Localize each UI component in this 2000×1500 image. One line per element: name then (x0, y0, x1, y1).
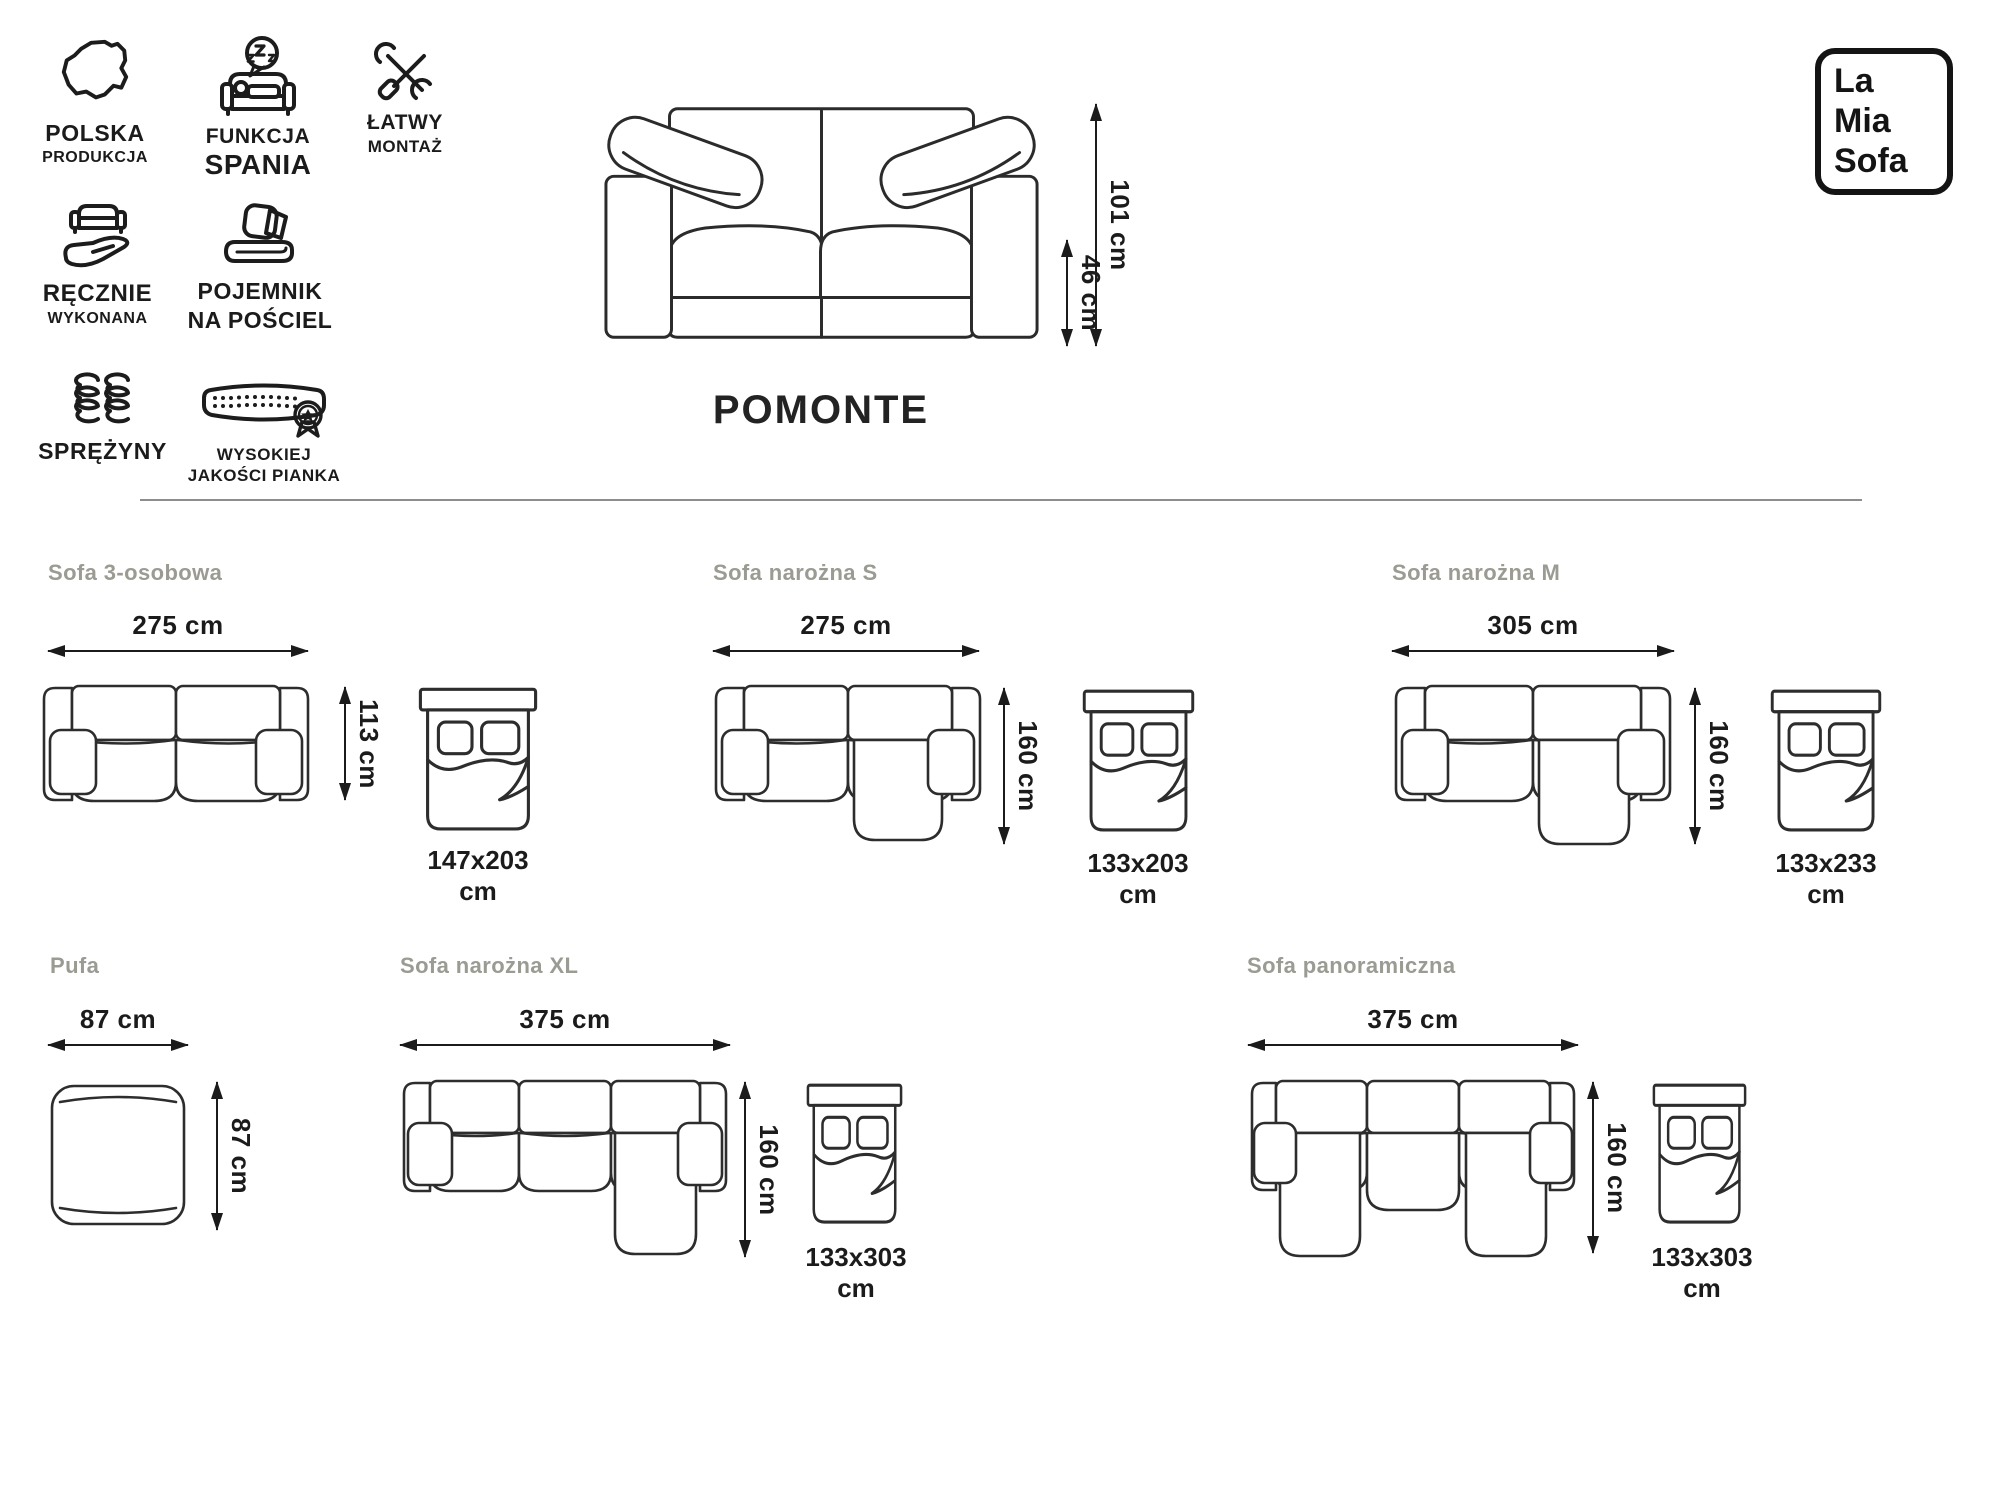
depth-dimension (744, 1082, 788, 1257)
depth-value: 160 cm (754, 1123, 784, 1216)
feature-polska-produkcja (30, 36, 160, 167)
vertical-arrow (344, 687, 346, 800)
depth-dimension (1694, 688, 1738, 844)
feature-funkcja-spania (178, 34, 338, 181)
depth-value: 113 cm (354, 698, 384, 789)
feature-sublabel: PRODUKCJA (42, 148, 148, 166)
seat-height-value: 46 cm (1076, 254, 1106, 332)
depth-value: 87 cm (226, 1117, 256, 1195)
vertical-arrow (744, 1082, 746, 1257)
width-dimension (400, 1004, 730, 1048)
feature-sublabel: JAKOŚCI PIANKA (187, 466, 341, 486)
bed-icon (1652, 1078, 1747, 1228)
width-dimension (713, 610, 979, 654)
feature-label: FUNKCJA (205, 125, 311, 148)
product-name: POMONTE (712, 388, 930, 432)
depth-value: 160 cm (1602, 1121, 1632, 1214)
depth-dimension (216, 1082, 260, 1230)
horizontal-arrow (1248, 1044, 1578, 1046)
width-dimension (48, 1004, 188, 1048)
depth-value: 160 cm (1704, 720, 1734, 812)
bed-size-label: 147x203 cm (427, 845, 529, 906)
bed-icon (1770, 684, 1882, 836)
depth-dimension (1003, 688, 1047, 844)
sofa-top-view-corner-s (712, 683, 984, 849)
width-value: 375 cm (1367, 1004, 1459, 1034)
width-value: 275 cm (132, 610, 224, 640)
bed-size-label: 133x303 cm (1651, 1242, 1753, 1303)
variant-title-sofa-panoramiczna: Sofa panoramiczna (1247, 953, 1456, 978)
feature-latwy-montaz (350, 42, 460, 156)
poland-map-icon (55, 36, 135, 114)
feature-wysokiej-jakosci-pianka (180, 378, 348, 486)
sofa-top-view-corner-m (1392, 683, 1674, 851)
width-dimension (48, 610, 308, 654)
feature-sublabel: WYKONANA (47, 309, 148, 327)
feature-sublabel: SPANIA (204, 148, 312, 180)
variant-title-sofa-narozna-m: Sofa narożna M (1392, 560, 1561, 585)
width-dimension (1248, 1004, 1578, 1048)
bedding-storage-icon (222, 200, 298, 272)
feature-sprezyny (30, 372, 175, 465)
horizontal-arrow (1392, 650, 1674, 652)
depth-dimension (1592, 1082, 1636, 1253)
tools-icon (374, 42, 436, 104)
sofa-front-view-drawing (598, 100, 1045, 346)
feature-sublabel: NA POŚCIEL (187, 306, 333, 333)
width-value: 275 cm (800, 610, 892, 640)
total-height-value: 101 cm (1105, 179, 1135, 271)
horizontal-arrow (48, 650, 308, 652)
feature-label: WYSOKIEJ (216, 445, 312, 464)
variant-title-sofa-narozna-xl: Sofa narożna XL (400, 953, 579, 978)
vertical-arrow (1066, 240, 1068, 346)
vertical-arrow (1095, 104, 1097, 346)
bed-size-label: 133x233 cm (1775, 848, 1877, 909)
foam-quality-icon (197, 378, 331, 438)
sofa-top-view-corner-xl (400, 1078, 730, 1260)
horizontal-arrow (48, 1044, 188, 1046)
vertical-arrow (216, 1082, 218, 1230)
variant-title-sofa-narozna-s: Sofa narożna S (713, 560, 878, 585)
bed-size-label: 133x203 cm (1087, 848, 1189, 909)
total-height-dimension (1095, 104, 1139, 346)
sleep-function-icon (215, 34, 301, 118)
vertical-arrow (1592, 1082, 1594, 1253)
feature-pojemnik-na-posciel (178, 200, 342, 333)
feature-sublabel: MONTAŻ (367, 136, 443, 156)
bed-icon (1082, 684, 1195, 836)
logo-line-2: Mia (1834, 102, 1891, 141)
depth-value: 160 cm (1013, 720, 1043, 812)
springs-icon (68, 372, 138, 432)
logo-line-1: La (1834, 62, 1874, 100)
bed-icon (418, 682, 538, 835)
variant-title-pufa: Pufa (50, 953, 100, 978)
sofa-top-view-panoramic (1248, 1078, 1578, 1264)
feature-recznie-wykonana (30, 198, 165, 328)
feature-label: SPRĘŻYNY (38, 438, 167, 464)
logo-line-3: Sofa (1834, 142, 1908, 181)
width-value: 87 cm (79, 1004, 157, 1034)
pouf-top-view (48, 1078, 188, 1230)
depth-dimension (344, 687, 388, 800)
handmade-icon (57, 198, 139, 274)
bed-size-label: 133x303 cm (805, 1242, 907, 1303)
horizontal-arrow (400, 1044, 730, 1046)
la-mia-sofa-logo (1815, 48, 1953, 195)
bed-icon (806, 1078, 903, 1228)
feature-label: POJEMNIK (197, 278, 323, 304)
width-value: 375 cm (519, 1004, 611, 1034)
variant-title-sofa-3-osobowa: Sofa 3-osobowa (48, 560, 223, 585)
sofa-top-view-3-seater (40, 683, 312, 805)
section-divider (140, 499, 1862, 501)
width-value: 305 cm (1487, 610, 1579, 640)
horizontal-arrow (713, 650, 979, 652)
feature-label: ŁATWY (366, 111, 444, 134)
vertical-arrow (1003, 688, 1005, 844)
width-dimension (1392, 610, 1674, 654)
feature-label: RĘCZNIE (42, 280, 153, 307)
feature-label: POLSKA (45, 120, 145, 146)
vertical-arrow (1694, 688, 1696, 844)
